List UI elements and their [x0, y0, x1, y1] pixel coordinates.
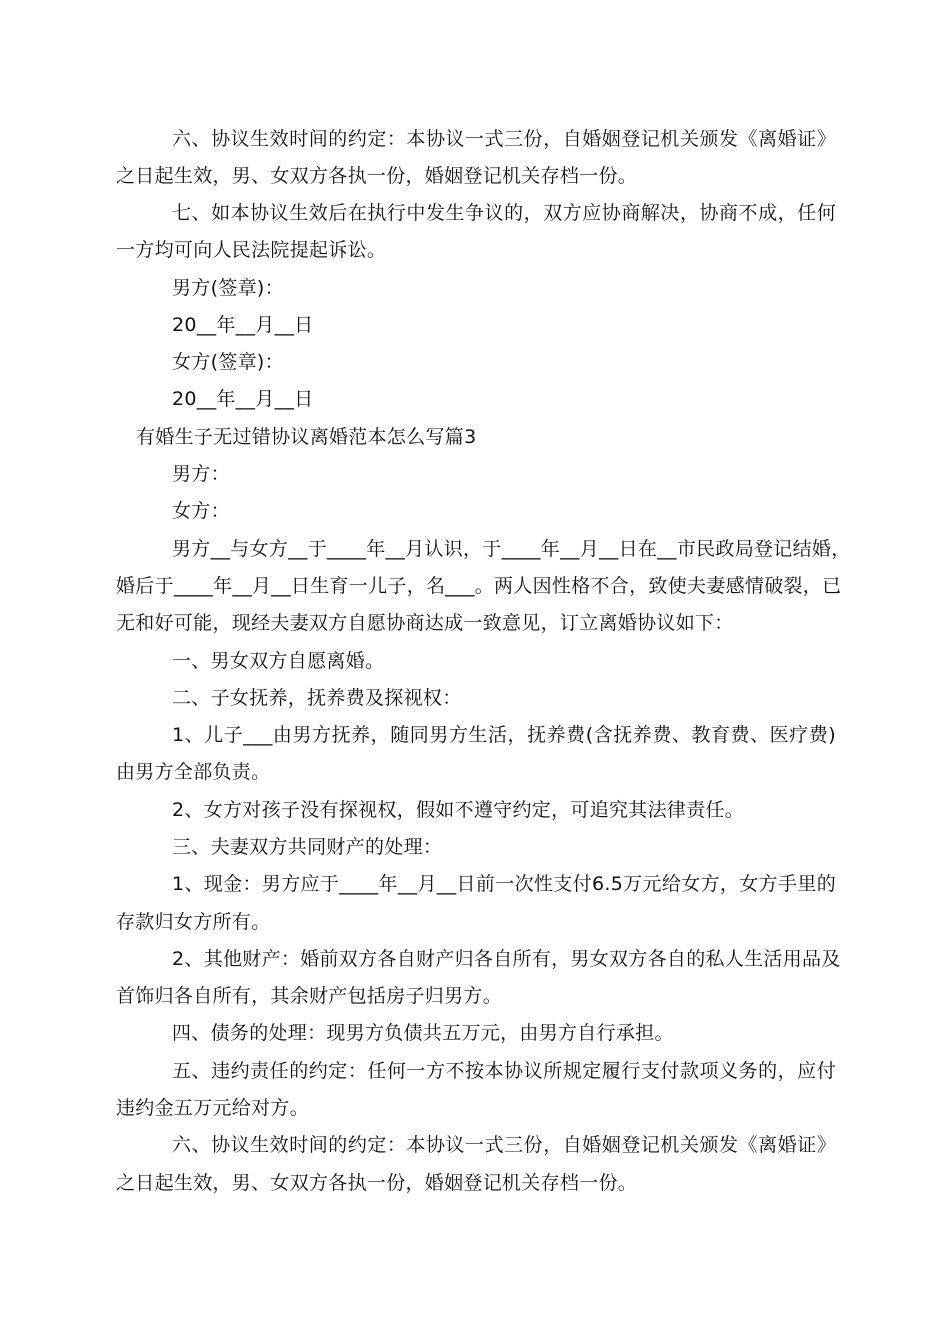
- clause-4: 四、债务的处理：现男方负债共五万元，由男方自行承担。: [172, 1022, 674, 1044]
- section-heading: 有婚生子无过错协议离婚范本怎么写篇3: [136, 426, 477, 448]
- clause-6-line-2: 之日起生效，男、女双方各执一份，婚姻登记机关存档一份。: [116, 165, 638, 187]
- intro-line-3: 无和好可能，现经夫妻双方自愿协商达成一致意见，订立离婚协议如下：: [116, 612, 734, 634]
- clause-6-line-1: 六、协议生效时间的约定：本协议一式三份，自婚姻登记机关颁发《离婚证》: [172, 128, 836, 150]
- female-signature-date: 20__年__月__日: [172, 388, 314, 410]
- clause-3-1-line-2: 存款归女方所有。: [116, 911, 271, 933]
- clause-5-line-2: 违约金五万元给对方。: [116, 1097, 310, 1119]
- clause-3-2-line-2: 首饰归各自所有，其余财产包括房子归男方。: [116, 985, 503, 1007]
- clause-3-heading: 三、夫妻双方共同财产的处理：: [172, 836, 443, 858]
- clause-1: 一、男女双方自愿离婚。: [172, 650, 385, 672]
- clause-6b-line-1: 六、协议生效时间的约定：本协议一式三份，自婚姻登记机关颁发《离婚证》: [172, 1134, 836, 1156]
- female-party-label: 女方：: [172, 500, 230, 522]
- clause-7-line-2: 一方均可向人民法院提起诉讼。: [116, 239, 387, 261]
- clause-3-1-line-1: 1、现金：男方应于____年__月__日前一次性支付6.5万元给女方，女方手里的: [172, 873, 836, 895]
- clause-2-heading: 二、子女抚养，抚养费及探视权：: [172, 687, 462, 709]
- male-signature-label: 男方(签章)：: [172, 277, 284, 299]
- clause-2-2: 2、女方对孩子没有探视权，假如不遵守约定，可追究其法律责任。: [172, 799, 745, 821]
- male-party-label: 男方：: [172, 463, 230, 485]
- male-signature-date: 20__年__月__日: [172, 314, 314, 336]
- clause-5-line-1: 五、违约责任的约定：任何一方不按本协议所规定履行支付款项义务的，应付: [172, 1060, 836, 1082]
- clause-3-2-line-1: 2、其他财产：婚前双方各自财产归各自所有，男女双方各自的私人生活用品及: [172, 948, 841, 970]
- clause-2-1-line-1: 1、儿子___由男方抚养，随同男方生活，抚养费(含抚养费、教育费、医疗费): [172, 724, 836, 746]
- clause-6b-line-2: 之日起生效，男、女双方各执一份，婚姻登记机关存档一份。: [116, 1172, 638, 1194]
- intro-line-2: 婚后于____年__月__日生育一儿子，名___。两人因性格不合，致使夫妻感情破裂，已: [116, 575, 842, 597]
- clause-7-line-1: 七、如本协议生效后在执行中发生争议的，双方应协商解决，协商不成，任何: [172, 202, 836, 224]
- clause-2-1-line-2: 由男方全部负责。: [116, 761, 271, 783]
- female-signature-label: 女方(签章)：: [172, 351, 284, 373]
- intro-line-1: 男方__与女方__于____年__月认识，于____年__月__日在__市民政局登记结婚，: [172, 538, 851, 560]
